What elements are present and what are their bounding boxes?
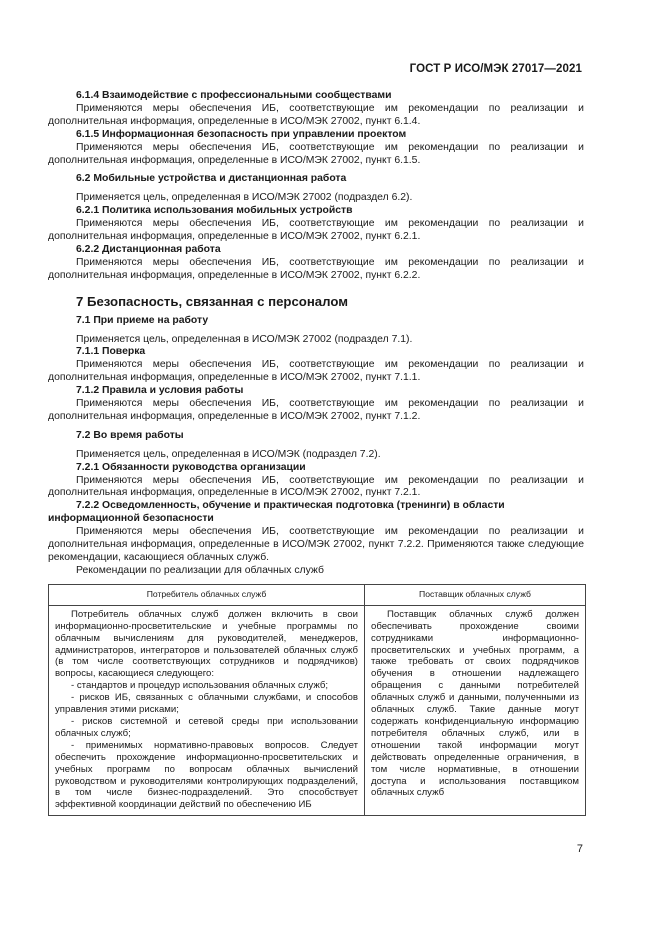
section-text: Применяются меры обеспечения ИБ, соответствующие им рекомендации по реализации и дополнительная информация, определенные в ИСО/МЭК 27002, пункт 6.1.4. (48, 102, 584, 127)
section-text: Применяется цель, определенная в ИСО/МЭК 27002 (подраздел 7.1). (76, 333, 413, 345)
section-heading: 6.2.1 Политика использования мобильных устройств (76, 205, 353, 217)
section-heading: 6.1.5 Информационная безопасность при управлении проектом (76, 128, 407, 140)
consumer-list-item: - рисков системной и сетевой среды при использовании облачных служб; (55, 715, 358, 739)
table-cell-provider (365, 605, 586, 815)
page-number: 7 (576, 843, 583, 855)
document-header: ГОСТ Р ИСО/МЭК 27017—2021 (409, 63, 582, 75)
section-heading: 7.2 Во время работы (76, 429, 184, 441)
section-text: Применяются меры обеспечения ИБ, соответствующие им рекомендации по реализации и дополнительная информация, определенные в ИСО/МЭК 27002, пункт 7.1.2. (48, 398, 584, 422)
section-heading: 7.1.2 Правила и условия работы (76, 385, 244, 397)
section-text: Применяются меры обеспечения ИБ, соответствующие им рекомендации по реализации и дополнительная информация, определенные в ИСО/МЭК 27002, пункт 6.1.5. (48, 141, 584, 166)
consumer-list-item: - применимых нормативно-правовых вопросов. Следует обеспечить прохождение информационно-просветительских и учебных программ по вопросам облачных вычислений руководством и руководителями контролирующих подразделений, в том числе бизнес-подразделений. Это способствует эффективной координации действий по обеспечению ИБ (55, 739, 358, 811)
section-heading: 7.1.1 Поверка (76, 346, 146, 358)
table-header-consumer: Потребитель облачных служб (49, 584, 365, 605)
section-text: Применяются меры обеспечения ИБ, соответствующие им рекомендации по реализации и дополнительная информация, определенные в ИСО/МЭК 27002, пункт 7.1.1. (48, 359, 584, 384)
section-text: Применяется цель, определенная в ИСО/МЭК 27002 (подраздел 6.2). (76, 192, 413, 204)
page-content (48, 90, 584, 816)
section-heading: 7.2.1 Обязанности руководства организации (76, 461, 306, 473)
section-text: Применяется цель, определенная в ИСО/МЭК (подраздел 7.2). (76, 448, 381, 460)
recommendations-table (48, 584, 586, 816)
section-heading: 7.1 При приеме на работу (76, 314, 209, 326)
section-text: Применяются меры обеспечения ИБ, соответствующие им рекомендации по реализации и дополнительная информация, определенные в ИСО/МЭК 27002, пункт 7.2.1. (48, 474, 584, 499)
section-text: Применяются меры обеспечения ИБ, соответствующие им рекомендации по реализации и дополнительная информация, определенные в ИСО/МЭК 27002, пункт 6.2.2. (48, 256, 584, 281)
section-heading: 6.2.2 Дистанционная работа (76, 243, 221, 255)
table-cell-consumer (49, 605, 365, 815)
section-text: Применяются меры обеспечения ИБ, соответствующие им рекомендации по реализации и дополнительная информация, определенные в ИСО/МЭК 27002, пункт 6.2.1. (48, 218, 584, 243)
section-heading: 6.2 Мобильные устройства и дистанционная работа (76, 173, 347, 185)
section-text: Применяются меры обеспечения ИБ, соответствующие им рекомендации по реализации и дополнительная информация, определенные в ИСО/МЭК 27002, пункт 7.2.2. Применяются также следующие рекомендации, касающиеся облачных служб. (48, 526, 584, 563)
section-heading: 6.1.4 Взаимодействие с профессиональными сообществами (76, 90, 392, 101)
section-heading: 7.2.2 Осведомленность, обучение и практическая подготовка (тренинги) в области информационной безопасности (48, 500, 505, 525)
consumer-intro: Потребитель облачных служб должен включить в свои информационно-просветительские и учебные программы по облачным вычислениям для руководителей, менеджеров, администраторов, интеграторов и пользователей облачных служб (в том числе соответствующих сотрудников и подрядчиков) вопросы, касающиеся следующего: (55, 608, 358, 680)
recommendations-label: Рекомендации по реализации для облачных служб (76, 564, 324, 576)
chapter-heading: 7 Безопасность, связанная с персоналом (76, 293, 348, 309)
table-header-provider: Поставщик облачных служб (365, 584, 586, 605)
consumer-list-item: - стандартов и процедур использования облачных служб; (71, 680, 329, 692)
consumer-list-item: - рисков ИБ, связанных с облачными службами, и способов управления этими рисками; (55, 692, 358, 716)
provider-text: Поставщик облачных служб должен обеспечивать прохождение своими сотрудниками информационно-просветительских и учебных программ, а также требовать от своих подрядчиков обучения в отношении надлежащего обращения с данными потребителей облачных служб и данными, полученными из облачных служб. Такие данные могут содержать конфиденциальную информацию потребителя облачных служб, или в отношении такой информации могут действовать определенные ограничения, в том числе нормативные, в отношении доступа и использования поставщиком облачных служб (371, 608, 579, 799)
